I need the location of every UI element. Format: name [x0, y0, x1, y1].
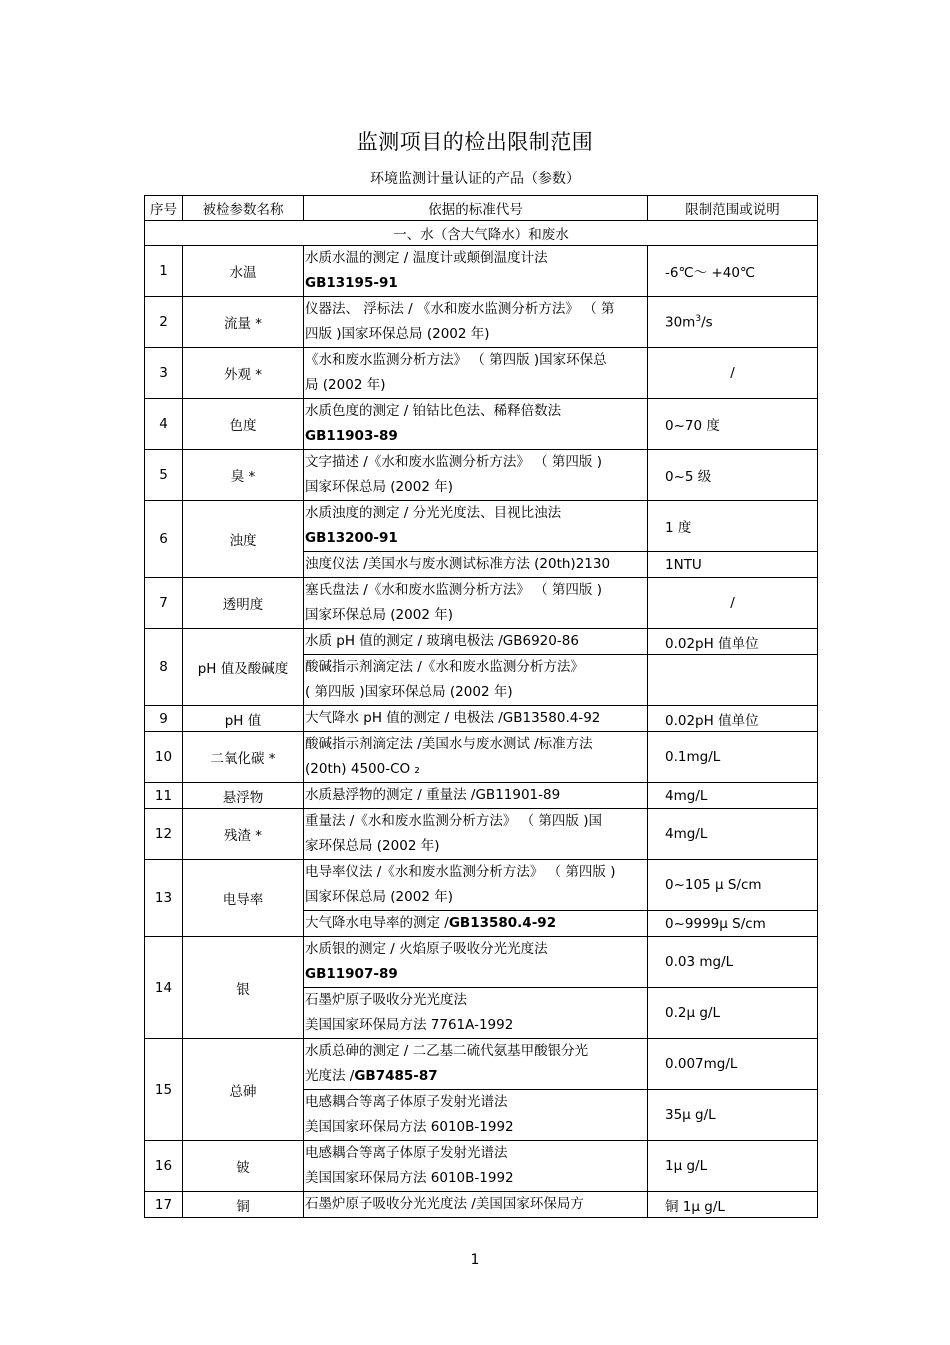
parameter-name: 银: [183, 937, 304, 1039]
table-row: [145, 399, 818, 450]
row-number: 7: [145, 578, 183, 629]
range-value: 0~5 级: [648, 450, 818, 501]
method-line: 水质总砷的测定 / 二乙基二硫代氨基甲酸银分光: [305, 1043, 589, 1059]
row-number: 4: [145, 399, 183, 450]
row-number: 14: [145, 937, 183, 1039]
method-line: 国家环保总局 (2002 年): [305, 479, 453, 495]
row-number: 13: [145, 860, 183, 937]
standard-method: [304, 399, 648, 450]
table-row: [145, 860, 818, 911]
parameter-name: 流量 *: [183, 297, 304, 348]
range-value: /: [648, 578, 818, 629]
range-value: 0~105 µ S/cm: [648, 860, 818, 911]
header-method: 依据的标准代号: [304, 196, 648, 221]
method-code: GB11903-89: [305, 428, 398, 444]
header-name: 被检参数名称: [183, 196, 304, 221]
parameter-name: 悬浮物: [183, 783, 304, 809]
method-line: 水质水温的测定 / 温度计或颠倒温度计法: [305, 250, 548, 266]
method-line: 《水和废水监测分析方法》 （ 第四版 )国家环保总: [305, 352, 607, 368]
table-row: [145, 450, 818, 501]
standard-method: [304, 655, 648, 706]
row-number: 16: [145, 1141, 183, 1192]
table-row: [145, 1039, 818, 1090]
row-number: 11: [145, 783, 183, 809]
parameter-name: 残渣 *: [183, 809, 304, 860]
page-subtitle: 环境监测计量认证的产品（参数）: [370, 171, 580, 187]
standard-method: 浊度仪法 /美国水与废水测试标准方法 (20th)2130: [304, 552, 648, 578]
parameter-name: 总砷: [183, 1039, 304, 1141]
header-no: 序号: [145, 196, 183, 221]
range-value: 0~9999µ S/cm: [648, 911, 818, 937]
method-line: 酸碱指示剂滴定法 /《水和废水监测分析方法》: [305, 659, 584, 675]
range-value: 4mg/L: [648, 783, 818, 809]
method-line: 大气降水电导率的测定 /: [305, 915, 449, 931]
parameter-name: 外观 *: [183, 348, 304, 399]
method-code: GB13200-91: [305, 530, 398, 546]
standard-method: [304, 348, 648, 399]
range-value: 1 度: [648, 501, 818, 552]
row-number: 1: [145, 246, 183, 297]
method-line: 美国国家环保局方法 7761A-1992: [305, 1017, 514, 1033]
standard-method: [304, 1090, 648, 1141]
range-value: 35µ g/L: [648, 1090, 818, 1141]
method-code: GB13580.4-92: [448, 915, 557, 931]
method-line: 文字描述 /《水和废水监测分析方法》 （ 第四版 ): [305, 454, 602, 470]
table-row: [145, 1192, 818, 1218]
method-line: 四版 )国家环保总局 (2002 年): [305, 326, 490, 342]
range-value: 0.02pH 值单位: [648, 706, 818, 732]
range-value: 1NTU: [648, 552, 818, 578]
parameter-name: pH 值及酸碱度: [183, 629, 304, 706]
range-value: 铜 1µ g/L: [648, 1192, 818, 1218]
parameter-name: pH 值: [183, 706, 304, 732]
page-number: 1: [470, 1252, 480, 1268]
method-line: 电感耦合等离子体原子发射光谱法: [305, 1145, 508, 1161]
parameter-name: 二氧化碳 *: [183, 732, 304, 783]
range-value: 0.02pH 值单位: [648, 629, 818, 655]
parameter-name: 水温: [183, 246, 304, 297]
method-line: 仪器法、 浮标法 / 《水和废水监测分析方法》 （ 第: [305, 301, 615, 317]
range-value: 0.03 mg/L: [648, 937, 818, 988]
standard-method: [304, 809, 648, 860]
row-number: 15: [145, 1039, 183, 1141]
table-row: [145, 1141, 818, 1192]
section-row: [145, 221, 818, 246]
row-number: 17: [145, 1192, 183, 1218]
row-number: 2: [145, 297, 183, 348]
range-value: -6℃～ +40℃: [648, 246, 818, 297]
method-line: 国家环保总局 (2002 年): [305, 607, 453, 623]
range-value: [648, 297, 818, 348]
row-number: 5: [145, 450, 183, 501]
row-number: 8: [145, 629, 183, 706]
range-value: 0.1mg/L: [648, 732, 818, 783]
row-number: 12: [145, 809, 183, 860]
header-range: 限制范围或说明: [648, 196, 818, 221]
standard-method: [304, 988, 648, 1039]
range-superscript: 3: [695, 313, 702, 324]
row-number: 6: [145, 501, 183, 578]
table-row: [145, 783, 818, 809]
standard-method: [304, 1141, 648, 1192]
method-line: 石墨炉原子吸收分光光度法: [305, 992, 467, 1008]
method-code: GB13195-91: [305, 275, 398, 291]
table-row: [145, 809, 818, 860]
parameter-name: 电导率: [183, 860, 304, 937]
table-row: [145, 706, 818, 732]
standard-method: [304, 732, 648, 783]
range-value: 1µ g/L: [648, 1141, 818, 1192]
table-row: [145, 297, 818, 348]
row-number: 9: [145, 706, 183, 732]
table-row: [145, 501, 818, 552]
standard-method: [304, 297, 648, 348]
method-line: ( 第四版 )国家环保总局 (2002 年): [305, 684, 513, 700]
range-value: 0.007mg/L: [648, 1039, 818, 1090]
row-number: 3: [145, 348, 183, 399]
method-line: 水质浊度的测定 / 分光光度法、目视比浊法: [305, 505, 562, 521]
standard-method: [304, 450, 648, 501]
method-line: [305, 1064, 647, 1089]
standard-method: [304, 937, 648, 988]
standard-method: 大气降水 pH 值的测定 / 电极法 /GB13580.4-92: [304, 706, 648, 732]
method-line: 塞氏盘法 /《水和废水监测分析方法》 （ 第四版 ): [305, 582, 602, 598]
method-line: 酸碱指示剂滴定法 /美国水与废水测试 /标准方法: [305, 736, 593, 752]
standard-method: [304, 578, 648, 629]
method-line: 美国国家环保局方法 6010B-1992: [305, 1119, 514, 1135]
method-line: (20th) 4500-CO ₂: [305, 761, 420, 777]
method-line: 电导率仪法 /《水和废水监测分析方法》 （ 第四版 ): [305, 864, 616, 880]
method-line: 重量法 /《水和废水监测分析方法》 （ 第四版 )国: [305, 813, 602, 829]
method-line: 美国国家环保局方法 6010B-1992: [305, 1170, 514, 1186]
table-row: [145, 348, 818, 399]
method-code: GB11907-89: [305, 966, 398, 982]
parameter-name: 浊度: [183, 501, 304, 578]
range-text: 30m: [665, 314, 696, 331]
method-code: GB7485-87: [354, 1068, 438, 1084]
range-value: 4mg/L: [648, 809, 818, 860]
detection-limit-table: [144, 195, 818, 1218]
parameter-name: 色度: [183, 399, 304, 450]
table-header-row: [145, 196, 818, 221]
table-row: [145, 732, 818, 783]
table-row: [145, 629, 818, 655]
range-value: 0.2µ g/L: [648, 988, 818, 1039]
table-row: [145, 246, 818, 297]
table-row: [145, 937, 818, 988]
standard-method: 石墨炉原子吸收分光光度法 /美国国家环保局方: [304, 1192, 648, 1218]
range-value: 0~70 度: [648, 399, 818, 450]
range-value: /: [648, 348, 818, 399]
parameter-name: 铍: [183, 1141, 304, 1192]
method-line: 水质银的测定 / 火焰原子吸收分光光度法: [305, 941, 548, 957]
method-text: 光度法 /: [305, 1068, 355, 1084]
row-number: 10: [145, 732, 183, 783]
method-line: 水质色度的测定 / 铂钴比色法、稀释倍数法: [305, 403, 562, 419]
standard-method: [304, 246, 648, 297]
range-unit: /s: [701, 314, 713, 331]
section-title: 一、水（含大气降水）和废水: [145, 221, 818, 246]
standard-method: 水质 pH 值的测定 / 玻璃电极法 /GB6920-86: [304, 629, 648, 655]
standard-method: [304, 911, 648, 937]
table-row: [145, 578, 818, 629]
method-line: 电感耦合等离子体原子发射光谱法: [305, 1094, 508, 1110]
method-line: 局 (2002 年): [305, 377, 386, 393]
standard-method: 水质悬浮物的测定 / 重量法 /GB11901-89: [304, 783, 648, 809]
standard-method: [304, 1039, 648, 1090]
standard-method: [304, 501, 648, 552]
parameter-name: 铜: [183, 1192, 304, 1218]
parameter-name: 臭 *: [183, 450, 304, 501]
parameter-name: 透明度: [183, 578, 304, 629]
method-line: 家环保总局 (2002 年): [305, 838, 440, 854]
range-value: [648, 655, 818, 706]
standard-method: [304, 860, 648, 911]
page-title: 监测项目的检出限制范围: [356, 130, 594, 154]
method-line: 国家环保总局 (2002 年): [305, 889, 453, 905]
